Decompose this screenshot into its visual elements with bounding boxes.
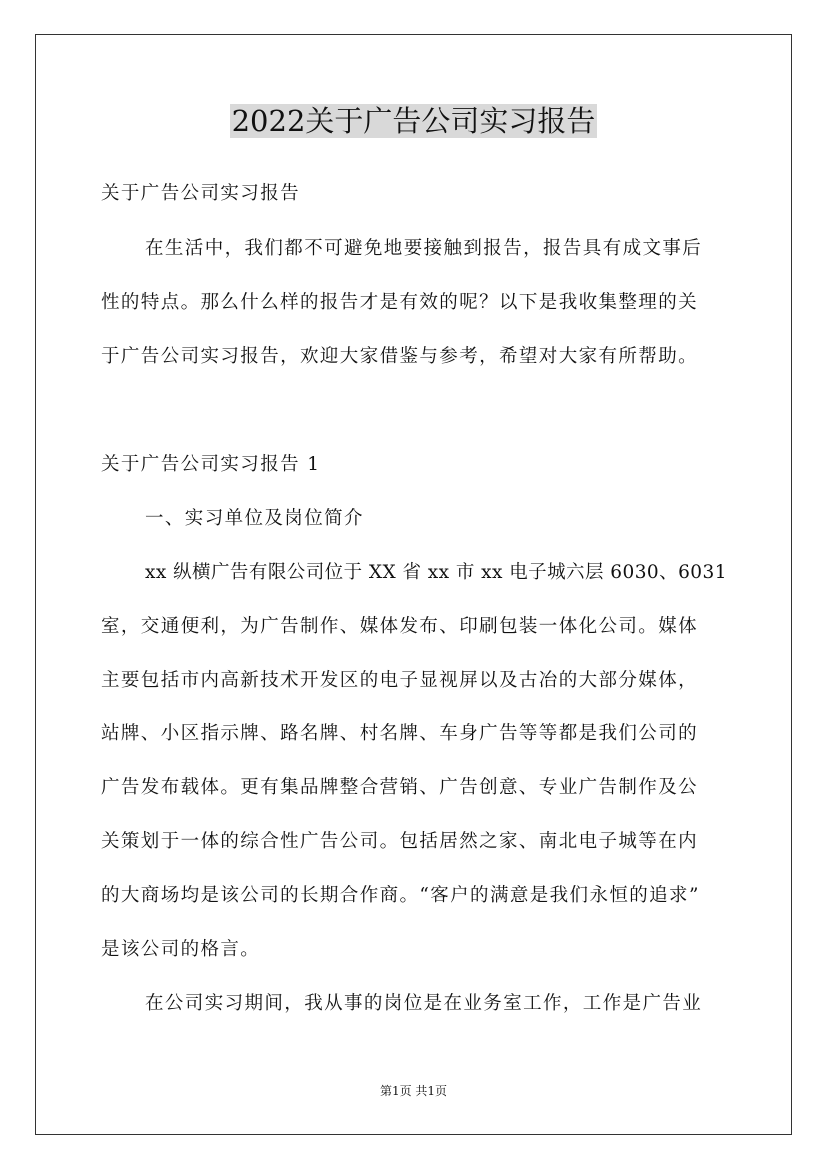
para-1-line-2: 室，交通便利，为广告制作、媒体发布、印刷包装一体化公司。媒体	[101, 616, 699, 637]
document-subtitle: 关于广告公司实习报告	[101, 183, 301, 204]
intro-line-1: 在生活中，我们都不可避免地要接触到报告，报告具有成文事后	[145, 238, 703, 259]
para-1-line-4: 站牌、小区指示牌、路名牌、村名牌、车身广告等等都是我们公司的	[101, 723, 699, 744]
para-1-line-3: 主要包括市内高新技术开发区的电子显视屏以及古冶的大部分媒体，	[101, 670, 699, 691]
document-title-text: 2022关于广告公司实习报告	[231, 104, 596, 138]
para-1-line-5: 广告发布载体。更有集品牌整合营销、广告创意、专业广告制作及公	[101, 777, 699, 798]
para-1-line-8: 是该公司的格言。	[101, 939, 261, 960]
subsection-heading: 一、实习单位及岗位简介	[145, 508, 364, 529]
para-1-line-1: xx 纵横广告有限公司位于 XX 省 xx 市 xx 电子城六层 6030、6031	[145, 562, 727, 583]
document-title	[0, 101, 827, 141]
para-1-line-6: 关策划于一体的综合性广告公司。包括居然之家、南北电子城等在内	[101, 831, 699, 852]
page-footer: 第1页 共1页	[379, 1084, 448, 1098]
intro-line-2: 性的特点。那么什么样的报告才是有效的呢？以下是我收集整理的关	[101, 292, 699, 313]
intro-line-3: 于广告公司实习报告，欢迎大家借鉴与参考，希望对大家有所帮助。	[101, 346, 699, 367]
para-2-line-1: 在公司实习期间，我从事的岗位是在业务室工作，工作是广告业	[145, 993, 703, 1014]
para-1-line-7: 的大商场均是该公司的长期合作商。“客户的满意是我们永恒的追求”	[101, 885, 700, 906]
section-1-heading: 关于广告公司实习报告 1	[101, 454, 321, 475]
